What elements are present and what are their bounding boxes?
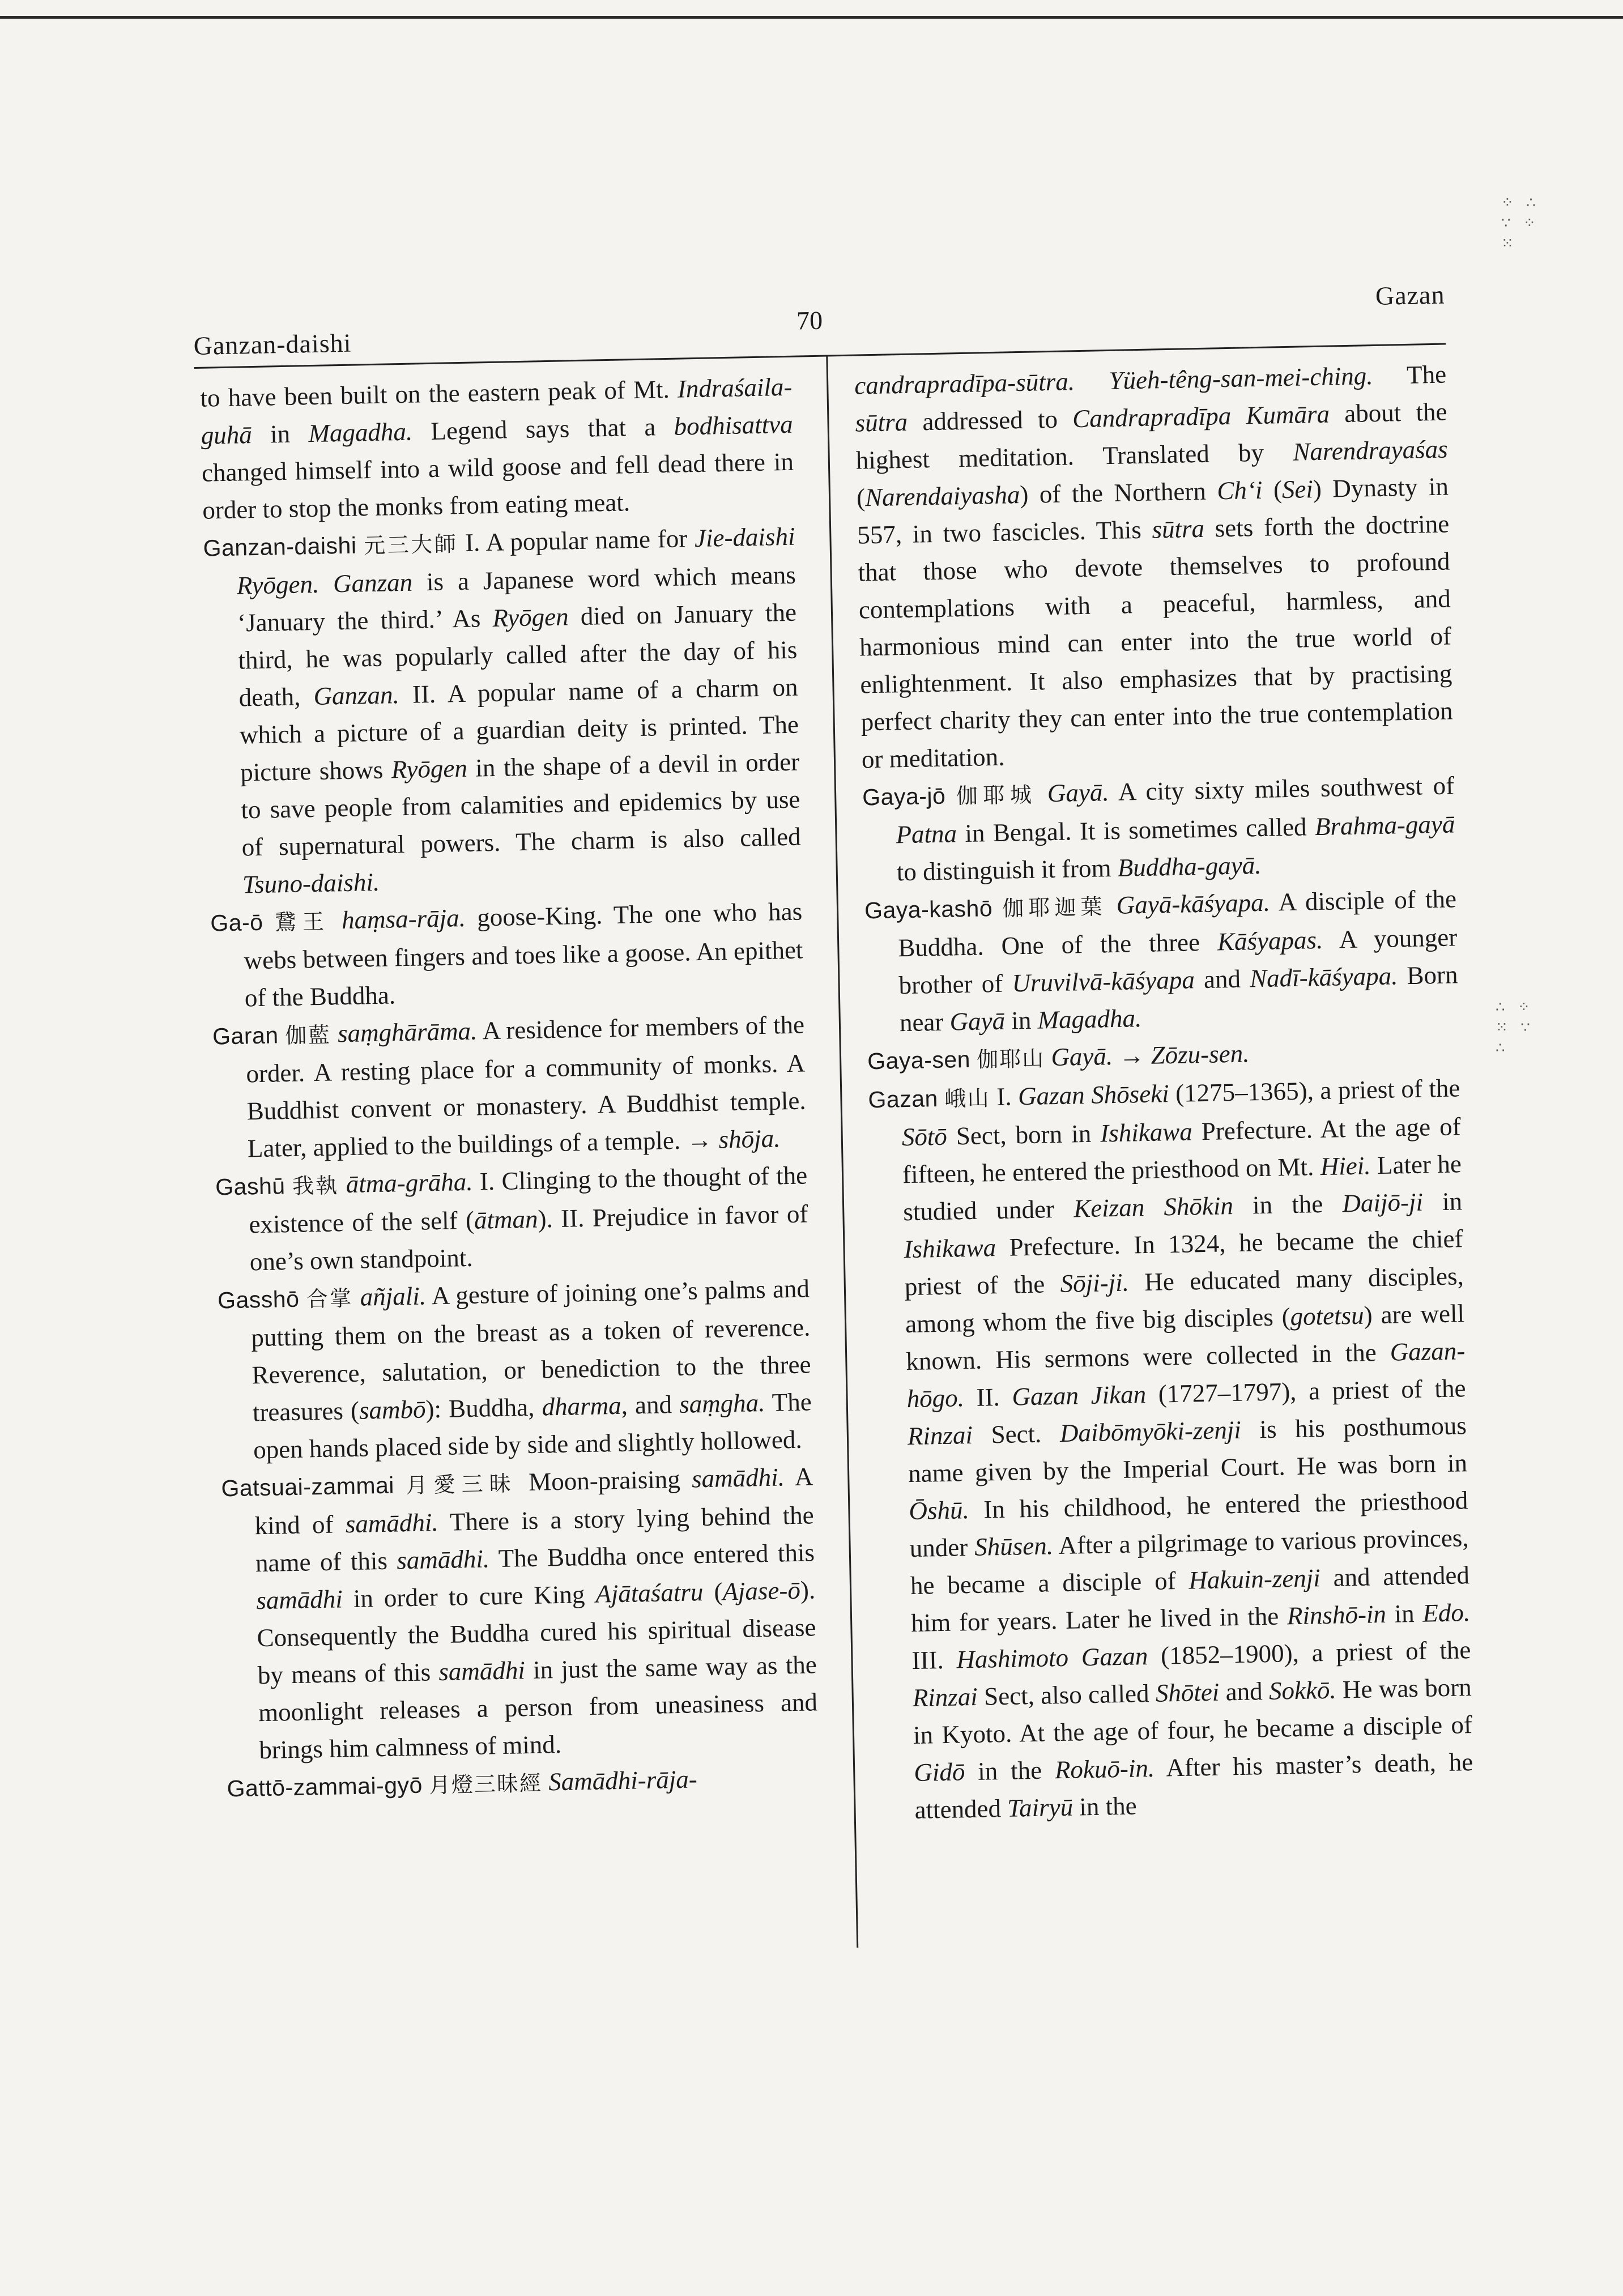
entry-text: in: [1386, 1599, 1423, 1628]
italic-term: Magadha.: [1037, 1004, 1142, 1034]
italic-term: haṃsa-rāja.: [341, 903, 466, 935]
italic-term: Daijō-ji: [1341, 1187, 1424, 1218]
italic-term: Rokuō-in.: [1054, 1753, 1155, 1784]
entry-text: and: [1219, 1676, 1270, 1706]
entry-text: about the highest meditation. Translated by: [855, 397, 1447, 475]
entry-kanji: 伽耶山: [976, 1046, 1045, 1072]
entry-text: died on January the third, he was popularly called after the day of his death,: [237, 598, 798, 712]
entry-kanji: 月愛三昧: [405, 1471, 518, 1498]
italic-term: Ganzan: [333, 568, 413, 598]
entry-text: The: [1373, 360, 1447, 390]
dictionary-entry: [203, 518, 802, 904]
italic-term: Patna: [896, 819, 957, 849]
italic-term: saṃgha.: [679, 1388, 765, 1419]
italic-term: Jie-daishi Ryōgen.: [236, 522, 795, 600]
entry-text: ) are well known. His sermons were collected in the: [905, 1299, 1465, 1376]
italic-term: bodhisattva: [674, 410, 794, 441]
italic-term: ātman: [474, 1204, 538, 1234]
entry-text: He was born in Kyoto. At the age of four, he became a disciple of: [913, 1673, 1473, 1750]
entry-text: There is a story lying behind the name of this: [255, 1501, 815, 1578]
entry-text: A younger brother of: [898, 923, 1458, 1000]
italic-term: shōja.: [718, 1124, 781, 1154]
entry-text: Born near: [899, 960, 1458, 1037]
italic-term: Samādhi-rāja-: [548, 1765, 698, 1796]
entry-kanji: 我執: [292, 1173, 339, 1199]
italic-term: Sokkō.: [1268, 1675, 1337, 1705]
italic-term: Indraśaila-guhā: [201, 372, 793, 450]
dictionary-entry: [868, 1069, 1474, 1829]
entry-headword: Gasshō: [217, 1285, 300, 1314]
entry-text: sets forth the doctrine that those who devote themselves to profound contemplations with a peaceful, harmless, and harmonious mind can enter into the true world of enlightenment. It also emphasizes that by practising perfect charity they can enter into the true contemplation or meditation.: [858, 509, 1453, 774]
entry-kanji: 鵞王: [274, 909, 331, 935]
entry-text: A disciple of the Buddha. One of the three: [897, 884, 1457, 962]
italic-term: Sōji-ji.: [1060, 1268, 1130, 1298]
italic-term: dharma: [542, 1391, 622, 1421]
italic-term: Ryōgen: [391, 753, 468, 784]
italic-term: saṃghārāma.: [337, 1016, 478, 1048]
entry-text: ): Buddha,: [425, 1392, 543, 1424]
entry-headword: Ga-ō: [210, 909, 263, 936]
italic-term: Hashimoto Gazan: [956, 1642, 1148, 1674]
scan-speckle-middle: ∴ ⁘ ⁙ ∵ ∴: [1496, 999, 1535, 1056]
italic-term: samādhi.: [345, 1508, 439, 1539]
entry-text: II. A popular name of a charm on which a picture of a guardian deity is printed. The picture shows: [239, 672, 799, 787]
italic-term: Gidō: [913, 1757, 965, 1787]
italic-term: Buddha-gayā.: [1117, 850, 1262, 882]
italic-term: Ryōgen: [492, 602, 569, 632]
entry-headword: Gaya-kashō: [864, 895, 993, 924]
italic-term: Edo.: [1422, 1598, 1471, 1628]
italic-term: samādhi: [438, 1656, 526, 1686]
entry-kanji: 元三大師: [363, 531, 458, 559]
entry-text: in Bengal. It is sometimes called: [956, 812, 1315, 848]
italic-term: Zōzu-sen.: [1151, 1039, 1250, 1070]
entry-text: A city sixty miles southwest of: [1109, 771, 1455, 807]
entry-text: in just the same way as the moonlight releases a person from uneasiness and brings him calmness of mind.: [258, 1650, 818, 1765]
entry-kanji: 伽耶迦葉: [1002, 894, 1107, 921]
entry-text: is a Japanese word which means ‘January the third.’ As: [237, 560, 796, 637]
dictionary-entry: [215, 1156, 810, 1281]
italic-term: Sei: [1281, 475, 1314, 504]
italic-term: Ajātaśatru: [595, 1578, 704, 1608]
entry-text: , and: [621, 1390, 680, 1420]
italic-term: gotetsu: [1290, 1301, 1365, 1331]
entry-text: The open hands placed side by side and slightly hollowed.: [253, 1387, 812, 1464]
entry-text: in the: [964, 1756, 1055, 1786]
entry-text: and attended him for years. Later he lived in the: [910, 1561, 1470, 1638]
entry-text: Legend says that a: [412, 412, 675, 446]
continued-entry-text: [854, 356, 1454, 778]
running-header: [193, 271, 1446, 360]
italic-term: Ishikawa: [1100, 1117, 1193, 1148]
italic-term: Candrapradīpa Kumāra: [1072, 399, 1330, 433]
entry-text: in the: [1072, 1791, 1138, 1821]
entry-headword: Gattō-zammai-gyō: [227, 1771, 423, 1802]
entry-text: ). Consequently the Buddha cured his spiritual disease by means of this: [257, 1575, 816, 1690]
italic-term: Hakuin-zenji: [1188, 1564, 1321, 1595]
dictionary-entry: [221, 1458, 819, 1769]
italic-term: samādhi: [255, 1584, 343, 1615]
continued-entry-text: [200, 368, 795, 529]
entry-text: He educated many disciples, among whom the five big disciples (: [905, 1262, 1464, 1339]
entry-text: Prefecture. In 1324, he became the chief priest of the: [904, 1224, 1463, 1301]
italic-term: añjali.: [360, 1281, 427, 1311]
dictionary-entry: [862, 766, 1456, 891]
entry-text: in the: [1233, 1189, 1343, 1220]
entry-text: changed himself into a wild goose and fell dead there in order to stop the monks from eating meat.: [201, 447, 794, 525]
entry-text: goose-King. The one who has webs between fingers and toes like a goose. An epithet of the Buddha.: [244, 897, 803, 1012]
entry-text: (1275–1365), a priest of the: [1169, 1074, 1460, 1108]
entry-text: ) of the Northern: [1019, 476, 1217, 509]
italic-term: Hiei.: [1320, 1151, 1371, 1181]
entry-headword: Gatsuai-zammai: [221, 1472, 395, 1502]
entry-text: (1852–1900), a priest of the: [1147, 1635, 1471, 1671]
entry-text: I.: [996, 1082, 1019, 1111]
entry-text: to distinguish it from: [896, 853, 1118, 887]
entry-text: Moon-praising: [528, 1464, 692, 1496]
italic-term: sambō: [359, 1395, 426, 1425]
italic-term: Kāśyapas.: [1217, 925, 1323, 956]
entry-text: II.: [964, 1382, 1012, 1412]
entry-text: A kind of: [254, 1462, 813, 1540]
entry-text: [1075, 367, 1109, 395]
header-left-guide-word: Ganzan-daishi: [193, 328, 352, 360]
italic-term: Rinshō-in: [1287, 1599, 1387, 1630]
italic-term: Shōtei: [1155, 1677, 1220, 1707]
entry-text: I. Clinging to the thought of the existence of the self (: [249, 1161, 808, 1239]
dictionary-entry: [210, 893, 804, 1017]
left-column: [200, 368, 819, 1808]
italic-term: Tairyū: [1007, 1792, 1074, 1822]
scan-speckle-upper: ⁘ ∴ ∵ ⁘ ⁙: [1501, 194, 1540, 252]
italic-term: Keizan Shōkin: [1073, 1191, 1234, 1223]
dictionary-page: [193, 271, 1477, 2005]
entry-text: (: [856, 483, 866, 512]
page-number: 70: [796, 305, 823, 335]
entry-kanji: 月燈三昧經: [428, 1770, 543, 1798]
entry-text: and: [1194, 964, 1250, 994]
italic-term: sūtra: [855, 407, 908, 437]
entry-headword: Garan: [212, 1022, 279, 1050]
italic-term: Daibōmyōki-zenji: [1059, 1415, 1242, 1447]
right-column: [854, 356, 1474, 1830]
entry-headword: Gaya-jō: [862, 782, 946, 811]
entry-text: is his posthumous name given by the Imperial Court. He was born in: [908, 1411, 1468, 1488]
entry-text: I. A popular name for: [465, 524, 695, 557]
entry-text: (1727–1797), a priest of the: [1145, 1374, 1466, 1409]
entry-text: addressed to: [907, 404, 1073, 436]
dictionary-entry: [217, 1270, 812, 1469]
entry-text: in order to cure King: [342, 1579, 596, 1613]
italic-term: Gazan Jikan: [1011, 1380, 1147, 1411]
italic-term: Tsuno-daishi.: [242, 867, 380, 899]
italic-term: Gayā.: [1050, 1042, 1113, 1072]
entry-text: in the shape of a devil in order to save people from calamities and epidemics by use of supernatural powers. The charm is also called: [240, 747, 802, 862]
italic-term: Gayā.: [1047, 778, 1110, 808]
italic-term: Sōtō: [901, 1122, 948, 1152]
entry-text: in: [1004, 1006, 1038, 1035]
entry-text: in: [1422, 1187, 1463, 1216]
entry-kanji: 合掌: [306, 1285, 353, 1312]
entry-kanji: 伽耶城: [956, 782, 1037, 809]
italic-term: Rinzai: [912, 1682, 978, 1713]
italic-term: Narendaiyasha: [864, 480, 1020, 512]
column-divider: [826, 356, 858, 1948]
italic-term: Brahma-gayā: [1314, 810, 1455, 841]
italic-term: Yüeh-têng-san-mei-ching.: [1108, 361, 1373, 395]
entry-text: ) Dynasty in 557, in two fascicles. This: [857, 472, 1449, 549]
italic-term: Gazan-hōgo.: [906, 1336, 1466, 1413]
italic-term: Ajase-ō: [722, 1575, 801, 1606]
italic-term: Gazan Shōseki: [1017, 1079, 1170, 1111]
entry-text: (: [702, 1577, 723, 1607]
italic-term: Shūsen.: [974, 1531, 1054, 1561]
dictionary-entry: [212, 1006, 807, 1168]
entry-text: Sect.: [972, 1419, 1060, 1449]
entry-text: Prefecture. At the age of fifteen, he entered the priesthood on Mt.: [902, 1112, 1462, 1189]
entry-text: Later he studied under: [902, 1149, 1462, 1226]
italic-term: samādhi.: [396, 1544, 490, 1575]
italic-term: Uruvilvā-kāśyapa: [1011, 965, 1195, 998]
entry-text: In his childhood, he entered the priesthood under: [909, 1486, 1468, 1563]
italic-term: Magadha.: [308, 417, 413, 448]
entry-text: (: [1262, 475, 1283, 504]
entry-text: →: [1112, 1041, 1152, 1071]
entry-text: The Buddha once entered this: [489, 1538, 815, 1573]
italic-term: Gayā-kāśyapa.: [1116, 888, 1271, 919]
entry-headword: Gazan: [868, 1085, 939, 1113]
italic-term: ātma-grāha.: [346, 1167, 473, 1199]
italic-term: Nadī-kāśyapa.: [1249, 961, 1398, 993]
entry-text: After a pilgrimage to various provinces, he became a disciple of: [910, 1523, 1469, 1600]
entry-text: Sect, also called: [977, 1679, 1156, 1711]
entry-text: A gesture of joining one’s palms and putting them on the breast as a token of reverence. Reverence, salutation, or benediction to the three treasures (: [250, 1274, 811, 1427]
entry-kanji: 伽藍: [284, 1022, 331, 1049]
entry-text: After his master’s death, he attended: [914, 1748, 1473, 1825]
italic-term: Ch‘i: [1216, 475, 1263, 505]
italic-term: Rinzai: [907, 1420, 973, 1451]
entry-text: A residence for members of the order. A resting place for a community of monks. A Buddhist convent or monastery. A Buddhist temple. Later, applied to the buildings of a temple. →: [245, 1010, 806, 1163]
entry-text: in: [252, 419, 309, 449]
header-right-guide-word: Gazan: [1375, 280, 1445, 310]
entry-text: III.: [911, 1645, 957, 1675]
italic-term: Ōshū.: [908, 1496, 970, 1526]
italic-term: Ishikawa: [904, 1233, 996, 1264]
entry-headword: Gaya-sen: [867, 1046, 971, 1075]
entry-text: ). II. Prejudice in favor of one’s own standpoint.: [249, 1199, 808, 1276]
italic-term: candrapradīpa-sūtra.: [854, 367, 1075, 400]
dictionary-entry: [864, 880, 1459, 1042]
italic-term: Ganzan.: [313, 680, 400, 711]
italic-term: sūtra: [1151, 514, 1205, 544]
entry-headword: Ganzan-daishi: [203, 532, 357, 561]
italic-term: samādhi.: [691, 1463, 785, 1493]
entry-text: to have been built on the eastern peak of Mt.: [200, 374, 678, 412]
entry-text: Sect, born in: [947, 1119, 1101, 1151]
italic-term: Gayā: [949, 1006, 1006, 1036]
scan-top-edge-line: [0, 16, 1623, 19]
italic-term: Narendrayaśas: [1292, 435, 1449, 466]
entry-text: [319, 569, 334, 598]
entry-headword: Gashū: [215, 1173, 286, 1200]
entry-kanji: 峨山: [944, 1085, 991, 1111]
